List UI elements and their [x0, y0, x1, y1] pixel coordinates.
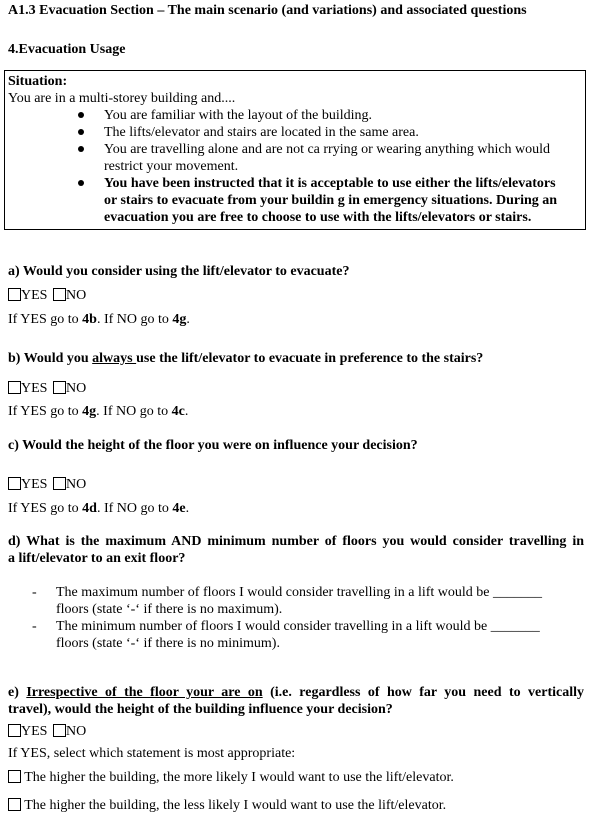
section-title: A1.3 Evacuation Section – The main scenario (and variations) and associated questions — [8, 3, 527, 18]
situation-bullet: You are travelling alone and are not ca rrying or wearing anything which would — [104, 142, 551, 157]
question-b-options — [8, 380, 86, 397]
no-label: NO — [65, 724, 87, 739]
yes-checkbox[interactable] — [8, 381, 21, 394]
yes-label: YES — [21, 288, 48, 303]
question-c-options — [8, 476, 86, 493]
question-e-line1: e) Irrespective of the floor your are on (i.e. regardless of how far you need to vertically — [8, 685, 584, 700]
question-a-options — [8, 287, 86, 304]
subsection-title: 4.Evacuation Usage — [8, 42, 126, 57]
situation-label: Situation: — [8, 74, 68, 89]
question-c: c) Would the height of the floor you were on influence your decision? — [8, 438, 418, 453]
list-dash: - — [32, 619, 37, 634]
bullet-icon — [78, 180, 86, 188]
question-b-routing: If YES go to 4g. If NO go to 4c. — [8, 404, 189, 419]
bullet-icon — [78, 146, 86, 154]
situation-bullet: The lifts/elevator and stairs are located in the same area. — [104, 125, 419, 140]
question-c-routing: If YES go to 4d. If NO go to 4e. — [8, 501, 190, 516]
yes-label: YES — [21, 724, 48, 739]
no-checkbox[interactable] — [53, 724, 66, 737]
question-d-line1: d) What is the maximum AND minimum number of floors you would consider travelling in — [8, 534, 584, 549]
statement-label: The higher the building, the more likely I would want to use the lift/elevator. — [24, 770, 454, 785]
no-label: NO — [65, 381, 87, 396]
max-floors-line2: floors (state ‘-‘ if there is no maximum). — [56, 602, 283, 617]
situation-bullet: You are familiar with the layout of the building. — [104, 108, 373, 123]
more-likely-checkbox[interactable] — [8, 770, 21, 783]
question-b: b) Would you always use the lift/elevator to evacuate in preference to the stairs? — [8, 351, 484, 366]
yes-checkbox[interactable] — [8, 477, 21, 490]
situation-bold-bullet-cont: evacuation you are free to choose to use with the lifts/elevators or stairs. — [104, 210, 532, 225]
question-d-line2: a lift/elevator to an exit floor? — [8, 551, 186, 566]
yes-checkbox[interactable] — [8, 724, 21, 737]
situation-bullet-cont: restrict your movement. — [104, 159, 239, 174]
yes-checkbox[interactable] — [8, 288, 21, 301]
no-checkbox[interactable] — [53, 381, 66, 394]
situation-intro: You are in a multi-storey building and.... — [8, 91, 236, 106]
bullet-icon — [78, 129, 86, 137]
statement-label: The higher the building, the less likely I would want to use the lift/elevator. — [24, 798, 447, 813]
question-e-line2: travel), would the height of the building influence your decision? — [8, 702, 393, 717]
no-checkbox[interactable] — [53, 477, 66, 490]
yes-label: YES — [21, 381, 48, 396]
statement-less-likely — [8, 797, 446, 814]
min-floors-line1: The minimum number of floors I would consider travelling in a lift would be _______ — [56, 619, 540, 634]
question-e-options — [8, 723, 86, 740]
no-label: NO — [65, 477, 87, 492]
situation-bold-bullet: You have been instructed that it is acceptable to use either the lifts/elevators — [104, 176, 556, 191]
question-e-select-text: If YES, select which statement is most appropriate: — [8, 746, 296, 761]
yes-label: YES — [21, 477, 48, 492]
less-likely-checkbox[interactable] — [8, 798, 21, 811]
min-floors-line2: floors (state ‘-‘ if there is no minimum). — [56, 636, 280, 651]
question-a: a) Would you consider using the lift/elevator to evacuate? — [8, 264, 350, 279]
no-checkbox[interactable] — [53, 288, 66, 301]
statement-more-likely — [8, 769, 454, 786]
list-dash: - — [32, 585, 37, 600]
question-a-routing: If YES go to 4b. If NO go to 4g. — [8, 312, 190, 327]
max-floors-line1: The maximum number of floors I would consider travelling in a lift would be _______ — [56, 585, 543, 600]
situation-bold-bullet-cont: or stairs to evacuate from your buildin g in emergency situations. During an — [104, 193, 558, 208]
bullet-icon — [78, 112, 86, 120]
no-label: NO — [65, 288, 87, 303]
